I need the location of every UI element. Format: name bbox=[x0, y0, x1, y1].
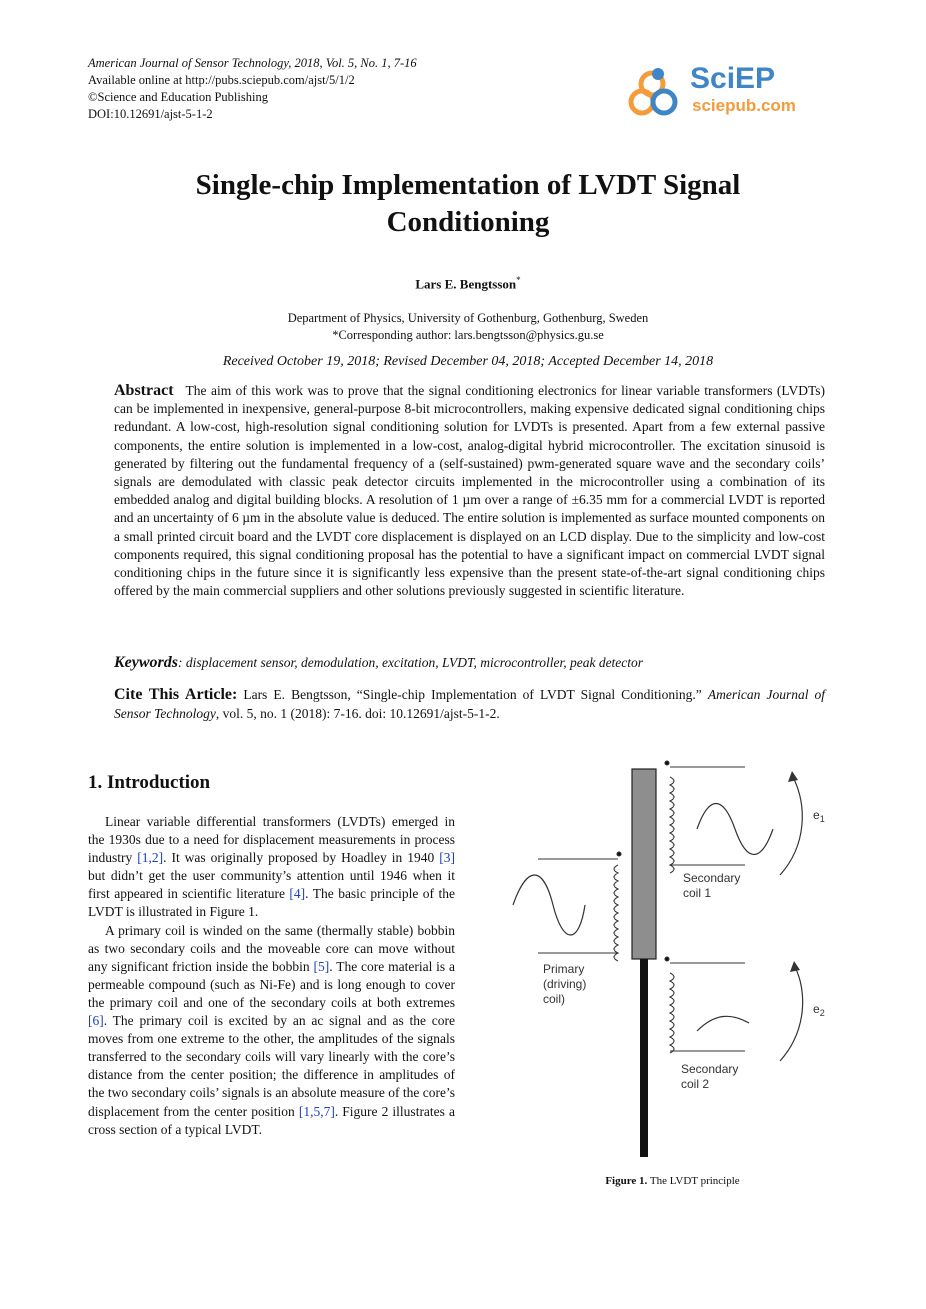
cite-this-article bbox=[114, 686, 825, 723]
cite-text-2: , vol. 5, no. 1 (2018): 7-16. doi: 10.12691/ajst-5-1-2. bbox=[215, 705, 500, 721]
paper-title bbox=[88, 167, 848, 241]
received-dates: Received October 19, 2018; Revised December 04, 2018; Accepted December 14, 2018 bbox=[222, 354, 714, 369]
core-shaft bbox=[640, 959, 648, 1157]
logo-brand: SciEP bbox=[690, 62, 776, 95]
caption-label: Figure 1. bbox=[605, 1175, 648, 1187]
citation-link[interactable]: [4] bbox=[289, 886, 306, 902]
figure-caption bbox=[505, 1175, 840, 1187]
e2-arrowhead bbox=[790, 961, 800, 972]
text-run: but didn’t get the user community’s attention until 1946 when it first appeared in scientific literature bbox=[88, 868, 455, 902]
doi-line[interactable]: DOI:10.12691/ajst-5-1-2 bbox=[88, 107, 213, 121]
title-line-2: Conditioning bbox=[386, 206, 550, 238]
cite-label: Cite This Article: bbox=[114, 686, 238, 703]
abstract-label: Abstract bbox=[114, 382, 174, 399]
logo-site: sciepub.com bbox=[692, 96, 796, 115]
primary-coil-label-l3: coil) bbox=[543, 992, 566, 1006]
keywords-label: Keywords bbox=[114, 654, 178, 671]
secondary-coil-1-label-l2: coil 1 bbox=[683, 886, 712, 900]
text-run: . Figure 2 illustrates a cross section of a typical LVDT. bbox=[88, 1103, 455, 1137]
intro-paragraph-1 bbox=[88, 813, 455, 922]
text-run: . The core material is a permeable compound (such as Ni-Fe) and is long enough to cover the primary coil and one of the secondary coils at both extremes bbox=[88, 958, 455, 1010]
available-online[interactable]: Available online at http://pubs.sciepub.com/ajst/5/1/2 bbox=[88, 73, 355, 87]
secondary-2-waveform bbox=[697, 1016, 749, 1031]
e2-label bbox=[813, 1002, 825, 1018]
journal-header bbox=[88, 55, 417, 123]
primary-coil-label-l2: (driving) bbox=[543, 977, 587, 991]
abstract-text: The aim of this work was to prove that the signal conditioning electronics for linear variable transformers (LVDTs) can be implemented in inexpensive, general-purpose 8-bit microcontrollers, making expensive dedicated signal conditioning chips redundant. A low-cost, high-resolution signal conditioning solution for LVDTs is presented. Apart from a few external passive components, the entire solution is implemented in a low-cost, analog-digital hybrid microcontroller. The excitation sinusoid is generated by filtering out the fundamental frequency of a (self-sustained) pwm-generated square wave and the secondary coils’ signals are demodulated with classic peak detector circuits implemented in the microcontroller using a combination of its embedded analog and digital building blocks. A resolution of 1 µm over a range of ±6.35 mm for a commercial LVDT is reported and an uncertainty of 6 µm in the absolute value is deduced. The entire solution is implemented as surface mounted components on a small printed circuit board and the LVDT core displacement is displayed on an LCD display. Due to the simplicity and low-cost components required, this signal conditioning proposal has the potential to have a significant impact on commercial LVDT signal conditioning chips in the future since it is significantly less expensive than the present state-of-the-art signal conditioning chips offered by the main commercial suppliers and other solutions previously suggested in scientific literature. bbox=[114, 383, 825, 599]
text-run: . The primary coil is excited by an ac signal and as the core moves from one extreme to the other, the amplitudes of the signals transferred to the secondary coils will vary linearly with the core’s distance from the center position; the difference in amplitudes of the two secondary coils’ signals is an absolute measure of the core’s displacement from the center position bbox=[88, 1013, 455, 1119]
e2-subscript: 2 bbox=[819, 1008, 825, 1018]
text-run: . It was originally proposed by Hoadley in 1940 bbox=[163, 850, 440, 866]
section-heading: 1. Introduction bbox=[88, 772, 211, 793]
journal-line: American Journal of Sensor Technology, 2018, Vol. 5, No. 1, 7-16 bbox=[88, 56, 417, 70]
primary-coil-label-l1: Primary bbox=[543, 962, 585, 976]
caption-text: The LVDT principle bbox=[647, 1175, 740, 1187]
cite-journal: American Journal of Sensor Technology bbox=[114, 687, 826, 721]
corresponding-author[interactable]: *Corresponding author: lars.bengtsson@physics.gu.se bbox=[332, 328, 604, 342]
text-run: A primary coil is winded on the same (thermally stable) bobbin as two secondary coils and the moveable core can move without any significant friction inside the bobbin bbox=[88, 922, 455, 974]
publisher-line: ©Science and Education Publishing bbox=[88, 90, 268, 104]
e2-letter: e bbox=[813, 1002, 820, 1016]
intro-body bbox=[88, 813, 455, 1139]
citation-link[interactable]: [1,5,7] bbox=[298, 1103, 335, 1119]
intro-paragraph-2 bbox=[88, 922, 455, 1139]
secondary-coil-2-label-l1: Secondary bbox=[681, 1062, 739, 1076]
author-mark: * bbox=[516, 275, 521, 285]
citation-link[interactable]: [5] bbox=[313, 958, 330, 974]
sciep-logo[interactable] bbox=[628, 58, 838, 118]
affiliation-block bbox=[88, 310, 848, 344]
secondary-coil-1-label-l1: Secondary bbox=[683, 871, 741, 885]
keywords bbox=[114, 654, 825, 672]
author-name: Lars E. Bengtsson bbox=[415, 276, 517, 292]
text-run: Linear variable differential transformers (LVDTs) emerged in the 1930s due to a need for displacement measurements in process industry bbox=[88, 814, 455, 866]
e1-label bbox=[813, 808, 825, 824]
e1-subscript: 1 bbox=[819, 814, 825, 824]
keywords-text: : displacement sensor, demodulation, excitation, LVDT, microcontroller, peak detector bbox=[178, 655, 644, 670]
primary-waveform bbox=[513, 875, 585, 935]
secondary-coil-2 bbox=[665, 957, 745, 1053]
lvdt-diagram bbox=[505, 755, 845, 1165]
text-run: . The basic principle of the LVDT is illustrated in Figure 1. bbox=[88, 886, 455, 920]
core-rod bbox=[632, 769, 656, 959]
affiliation: Department of Physics, University of Gothenburg, Gothenburg, Sweden bbox=[287, 311, 649, 325]
e2-arrow bbox=[780, 967, 803, 1061]
secondary-coil-2-label-l2: coil 2 bbox=[681, 1077, 710, 1091]
secondary-coil-1 bbox=[665, 761, 745, 873]
primary-coil bbox=[538, 852, 621, 961]
abstract bbox=[114, 382, 825, 600]
author-line bbox=[88, 275, 848, 292]
citation-link[interactable]: [6] bbox=[88, 1013, 104, 1029]
title-line-1: Single-chip Implementation of LVDT Signal bbox=[195, 169, 741, 201]
molecule-icon bbox=[631, 68, 675, 113]
e1-arrow bbox=[780, 777, 802, 875]
e1-letter: e bbox=[813, 808, 820, 822]
e1-arrowhead bbox=[788, 771, 798, 782]
citation-link[interactable]: [3] bbox=[439, 850, 455, 866]
cite-text-1: Lars E. Bengtsson, “Single-chip Implementation of LVDT Signal Conditioning.” bbox=[243, 687, 702, 702]
citation-link[interactable]: [1,2] bbox=[137, 850, 164, 866]
secondary-1-waveform bbox=[697, 804, 773, 855]
